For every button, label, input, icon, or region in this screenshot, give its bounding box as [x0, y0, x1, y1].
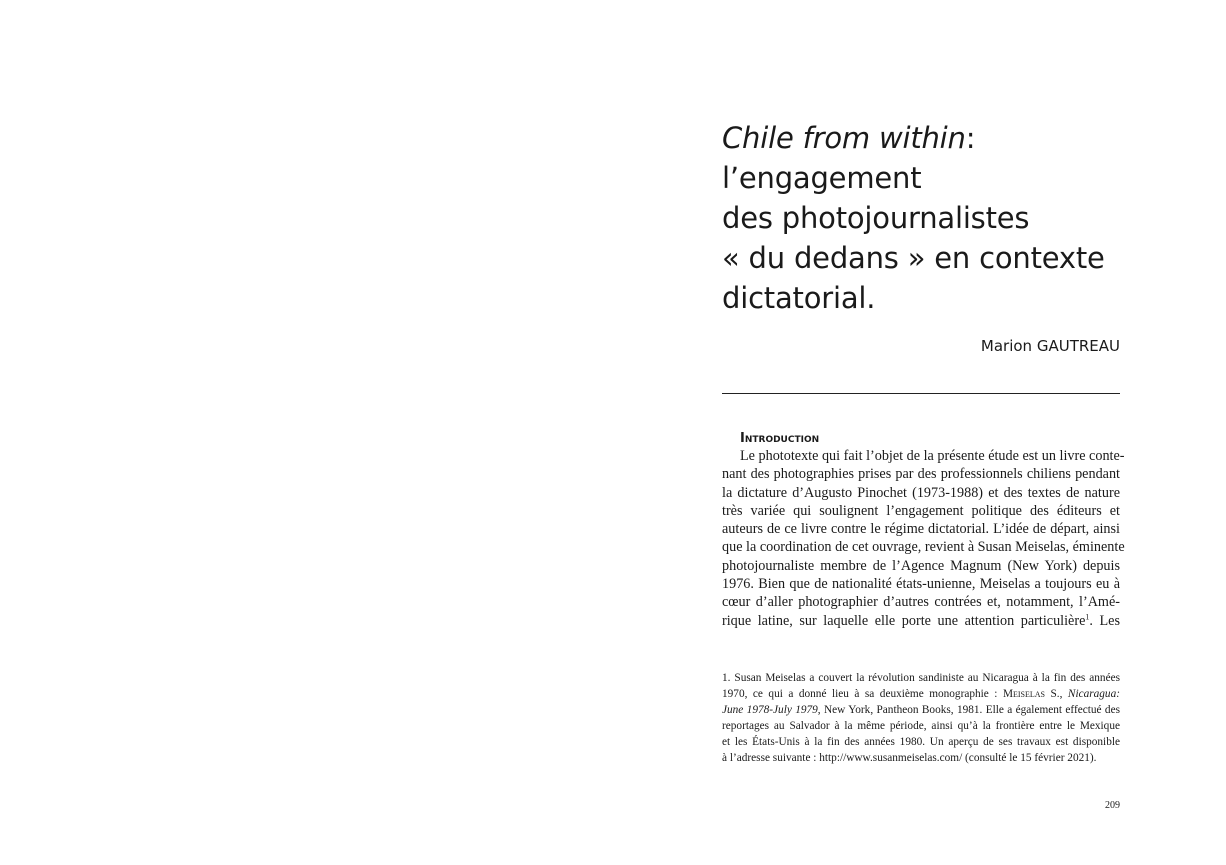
body-line: la dictature d’Augusto Pinochet (1973-1988) et des textes de nature	[722, 484, 1120, 501]
title-line4: dictatorial.	[722, 281, 876, 315]
body-line-tail: . Les	[1089, 612, 1120, 629]
body-line: auteurs de ce livre contre le régime dictatorial. L’idée de départ, ainsi	[722, 521, 1120, 538]
body-line: que la coordination de cet ouvrage, revient à Susan Meiselas, éminente	[722, 539, 1125, 556]
body-line-text: rique latine, sur laquelle elle porte une attention particulière	[722, 612, 1086, 629]
footnote-line: reportages au Salvador à la même période, ainsi qu’à la frontière entre le Mexique	[722, 720, 1120, 732]
title-line2: des photojournalistes	[722, 201, 1030, 235]
title-line1-rest: : l’engagement	[722, 121, 976, 195]
author-name: Marion GAUTREAU	[980, 337, 1120, 355]
body-line: cœur d’aller photographier d’autres contrées et, notamment, l’Amé-	[722, 594, 1120, 611]
footnote-line: à l’adresse suivante : http://www.susanmeiselas.com/ (consulté le 15 février 2021).	[722, 752, 1097, 764]
body-line: très variée qui soulignent l’engagement politique des éditeurs et	[722, 502, 1120, 519]
body-line-last	[722, 612, 1120, 630]
footnote-text: , New York, Pantheon Books, 1981. Elle a également effectué des	[817, 704, 1120, 716]
footnote-cited-author: Meiselas	[1002, 688, 1045, 700]
page-number: 209	[1105, 800, 1120, 811]
body-paragraph	[722, 447, 1125, 630]
footnote-line: et les États-Unis à la fin des années 1980. Un aperçu de ses travaux est disponible	[722, 736, 1120, 748]
article-title	[722, 118, 1120, 318]
title-line3: « du dedans » en contexte	[722, 241, 1105, 275]
footnote-line: 1. Susan Meiselas a couvert la révolution sandiniste au Nicaragua à la fin des années	[722, 672, 1120, 684]
title-italic: Chile from within	[722, 121, 966, 155]
footnote-ref[interactable]: 1	[1085, 611, 1090, 621]
footnote	[722, 670, 1120, 766]
divider	[722, 393, 1120, 394]
section-heading: Introduction	[740, 431, 820, 446]
footnote-text: S.,	[1044, 688, 1068, 700]
body-line: Le phototexte qui fait l’objet de la présente étude est un livre conte-	[740, 448, 1125, 464]
body-line: 1976. Bien que de nationalité états-unienne, Meiselas a toujours eu à	[722, 576, 1120, 593]
footnote-book-title-cont: June 1978-July 1979	[722, 704, 818, 716]
body-line: photojournaliste membre de l’Agence Magnum (New York) depuis	[722, 557, 1120, 574]
footnote-text: 1970, ce qui a donné lieu à sa deuxième monographie :	[722, 688, 1003, 700]
footnote-line	[722, 702, 1120, 718]
body-line: nant des photographies prises par des professionnels chiliens pendant	[722, 466, 1120, 483]
footnote-book-title: Nicaragua:	[1067, 688, 1120, 700]
article-title-block	[722, 118, 1120, 318]
footnote-line	[722, 686, 1120, 702]
